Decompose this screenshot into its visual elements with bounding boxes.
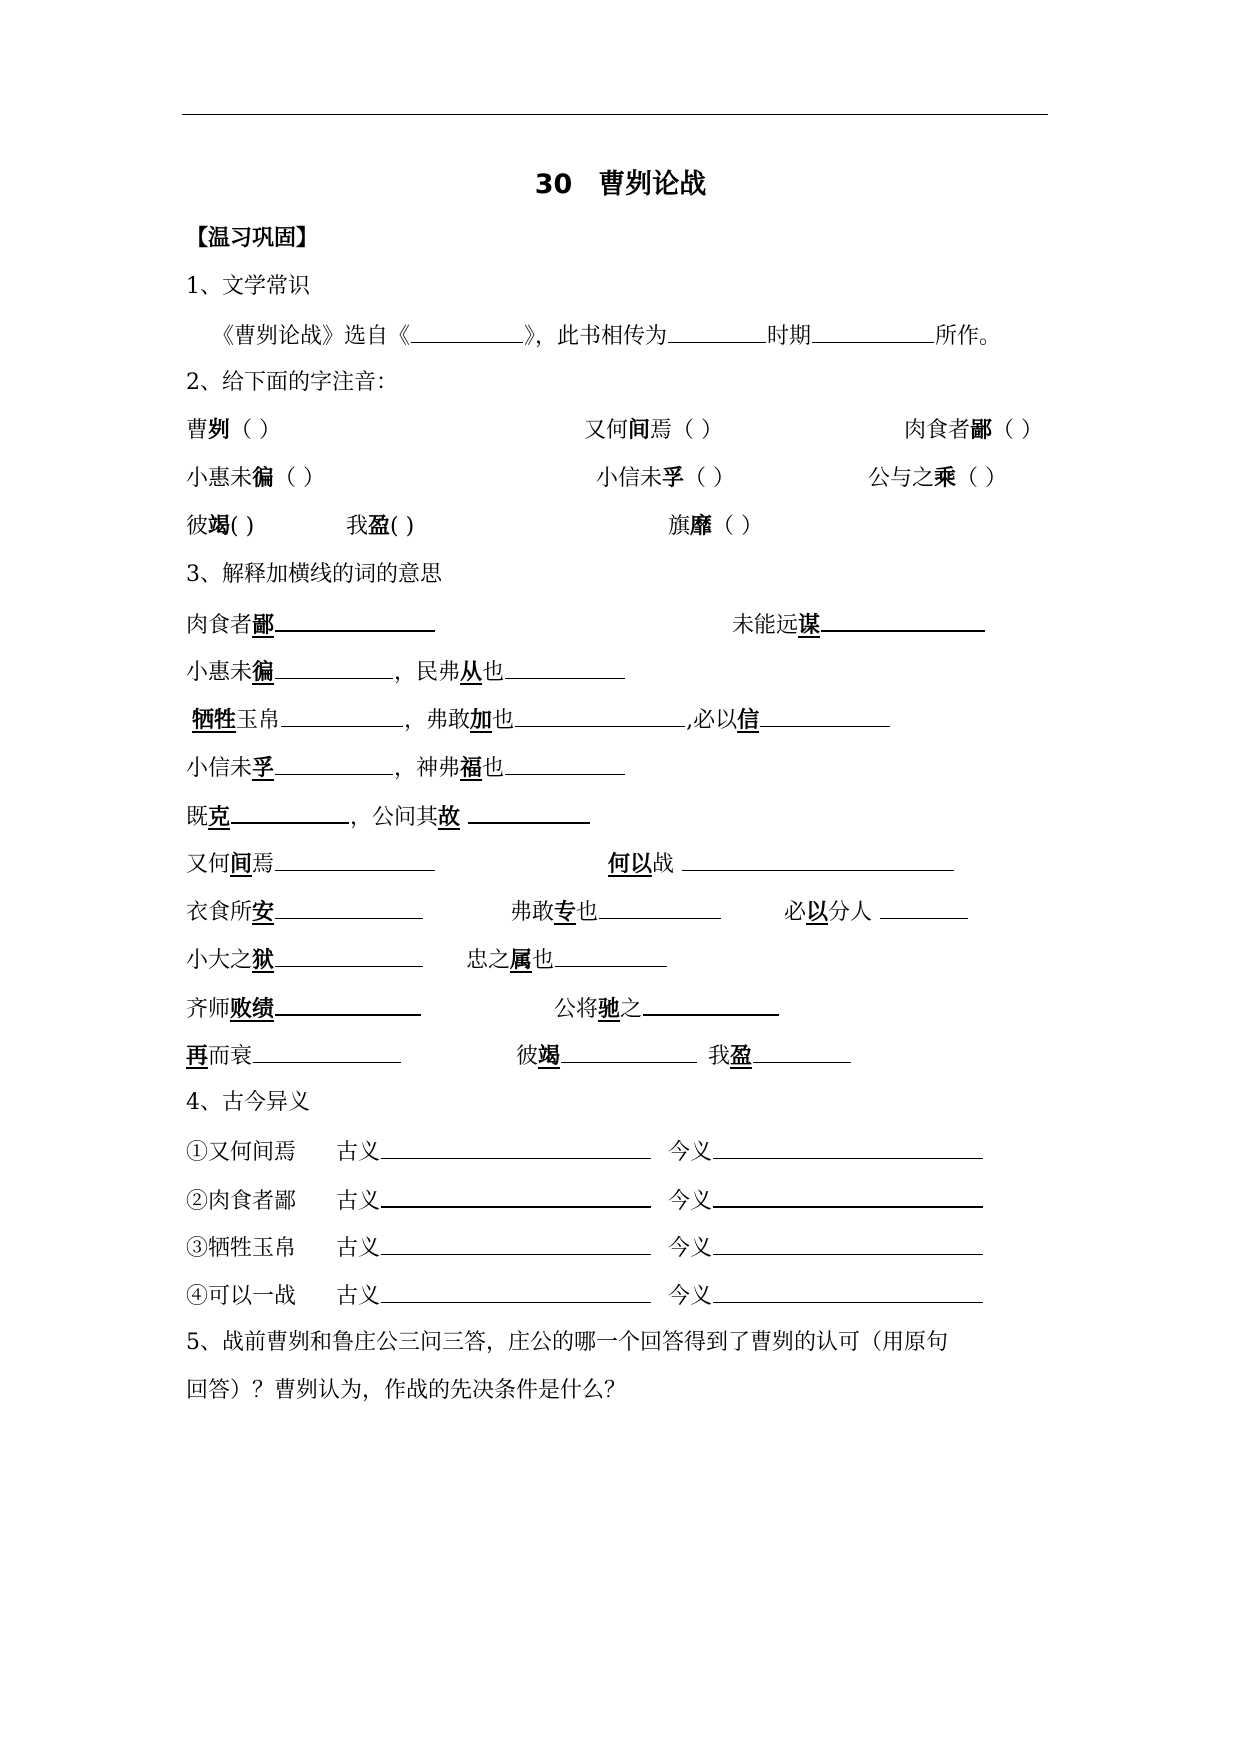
answer-blank[interactable] — [713, 1184, 983, 1208]
answer-blank[interactable] — [231, 800, 349, 824]
definition-item: 弗敢专也 — [510, 896, 722, 928]
q1-text-2: 》，此书相传为 — [524, 324, 668, 349]
definition-item: 公将驰之 — [554, 992, 780, 1025]
q1-text-1: 《曹刿论战》选自《 — [212, 324, 411, 349]
definition-item: 必以分人 — [784, 896, 969, 928]
answer-blank[interactable] — [381, 1136, 651, 1159]
definition-item: 未能远谋 — [732, 608, 986, 641]
q5-question-line-2: 回答）？曹刿认为，作战的先决条件是什么？ — [186, 1378, 627, 1403]
pinyin-item: 曹刿（ ） — [186, 418, 282, 443]
answer-blank[interactable] — [561, 1040, 697, 1063]
header-rule — [182, 114, 1048, 115]
answer-blank[interactable] — [275, 656, 393, 679]
answer-blank[interactable] — [555, 944, 667, 967]
section-heading: 【温习巩固】 — [186, 226, 319, 251]
definition-item: 又何间焉 — [186, 848, 436, 880]
q1-blank-author[interactable] — [812, 320, 934, 343]
definition-item: 何以战 — [608, 848, 955, 880]
pinyin-item: 小信未孚（ ） — [596, 466, 736, 491]
pinyin-item: 又何间焉（ ） — [584, 418, 724, 443]
answer-blank[interactable] — [381, 1232, 651, 1255]
definition-item: 再而衰 — [186, 1040, 402, 1072]
definition-item: 肉食者鄙 — [186, 608, 436, 641]
ancient-modern-item: ①又何间焉 古义 今义 — [186, 1136, 984, 1168]
lesson-title: 曹刿论战 — [598, 169, 707, 200]
answer-blank[interactable] — [713, 1280, 983, 1303]
ancient-modern-item: ③牺牲玉帛 古义 今义 — [186, 1232, 984, 1264]
pinyin-item: 彼竭( ) — [186, 514, 255, 539]
pinyin-item: 我盈( ) — [346, 514, 415, 539]
definition-item: 小惠未徧 ，民弗从也 — [186, 656, 626, 688]
definition-item: 我盈 — [708, 1040, 852, 1072]
q1-text-3: 时期 — [767, 324, 812, 349]
ancient-modern-item: ④可以一战 古义 今义 — [186, 1280, 984, 1312]
answer-blank[interactable] — [713, 1136, 983, 1159]
q1-label: 1、文学常识 — [186, 274, 310, 299]
answer-blank[interactable] — [275, 848, 435, 871]
answer-blank[interactable] — [515, 704, 685, 727]
answer-blank[interactable] — [880, 896, 968, 919]
answer-blank[interactable] — [381, 1280, 651, 1303]
answer-blank[interactable] — [275, 896, 423, 919]
definition-item: 忠之属也 — [466, 944, 668, 976]
pinyin-item: 旗靡（ ） — [668, 514, 764, 539]
q1-content — [212, 320, 1001, 352]
definition-item: 牺牲玉帛 ，弗敢加也 ,必以信 — [192, 704, 891, 736]
answer-blank[interactable] — [505, 656, 625, 679]
q5-question-line-1: 5、战前曹刿和鲁庄公三问三答，庄公的哪一个回答得到了曹刿的认可（用原句 — [186, 1330, 948, 1355]
answer-blank[interactable] — [275, 992, 421, 1016]
q3-label: 3、解释加横线的词的意思 — [186, 562, 442, 587]
q4-label: 4、古今异义 — [186, 1090, 310, 1115]
answer-blank[interactable] — [753, 1040, 851, 1063]
answer-blank[interactable] — [468, 800, 590, 824]
definition-item: 彼竭 — [516, 1040, 698, 1072]
definition-item: 既克 ，公问其故 — [186, 800, 591, 833]
ancient-modern-item: ②肉食者鄙 古义 今义 — [186, 1184, 984, 1217]
q1-text-4: 所作。 — [935, 324, 1002, 349]
answer-blank[interactable] — [275, 752, 393, 775]
page-title — [0, 162, 1241, 201]
lesson-number: 30 — [534, 169, 573, 200]
answer-blank[interactable] — [599, 896, 721, 919]
answer-blank[interactable] — [505, 752, 625, 775]
answer-blank[interactable] — [760, 704, 890, 727]
definition-item: 小信未孚 ，神弗福也 — [186, 752, 626, 784]
answer-blank[interactable] — [381, 1184, 651, 1208]
pinyin-item: 小惠未徧（ ） — [186, 466, 326, 491]
pinyin-item: 肉食者鄙（ ） — [904, 418, 1044, 443]
q1-blank-era[interactable] — [668, 320, 766, 343]
answer-blank[interactable] — [281, 704, 403, 727]
answer-blank[interactable] — [643, 992, 779, 1016]
definition-item: 衣食所安 — [186, 896, 424, 928]
definition-item: 小大之狱 — [186, 944, 424, 976]
answer-blank[interactable] — [682, 848, 954, 871]
q2-label: 2、给下面的字注音： — [186, 370, 398, 395]
answer-blank[interactable] — [821, 608, 985, 632]
answer-blank[interactable] — [275, 944, 423, 967]
definition-item: 齐师败绩 — [186, 992, 422, 1025]
answer-blank[interactable] — [253, 1040, 401, 1063]
pinyin-item: 公与之乘（ ） — [868, 466, 1008, 491]
answer-blank[interactable] — [713, 1232, 983, 1255]
answer-blank[interactable] — [275, 608, 435, 632]
q1-blank-book[interactable] — [411, 320, 523, 343]
